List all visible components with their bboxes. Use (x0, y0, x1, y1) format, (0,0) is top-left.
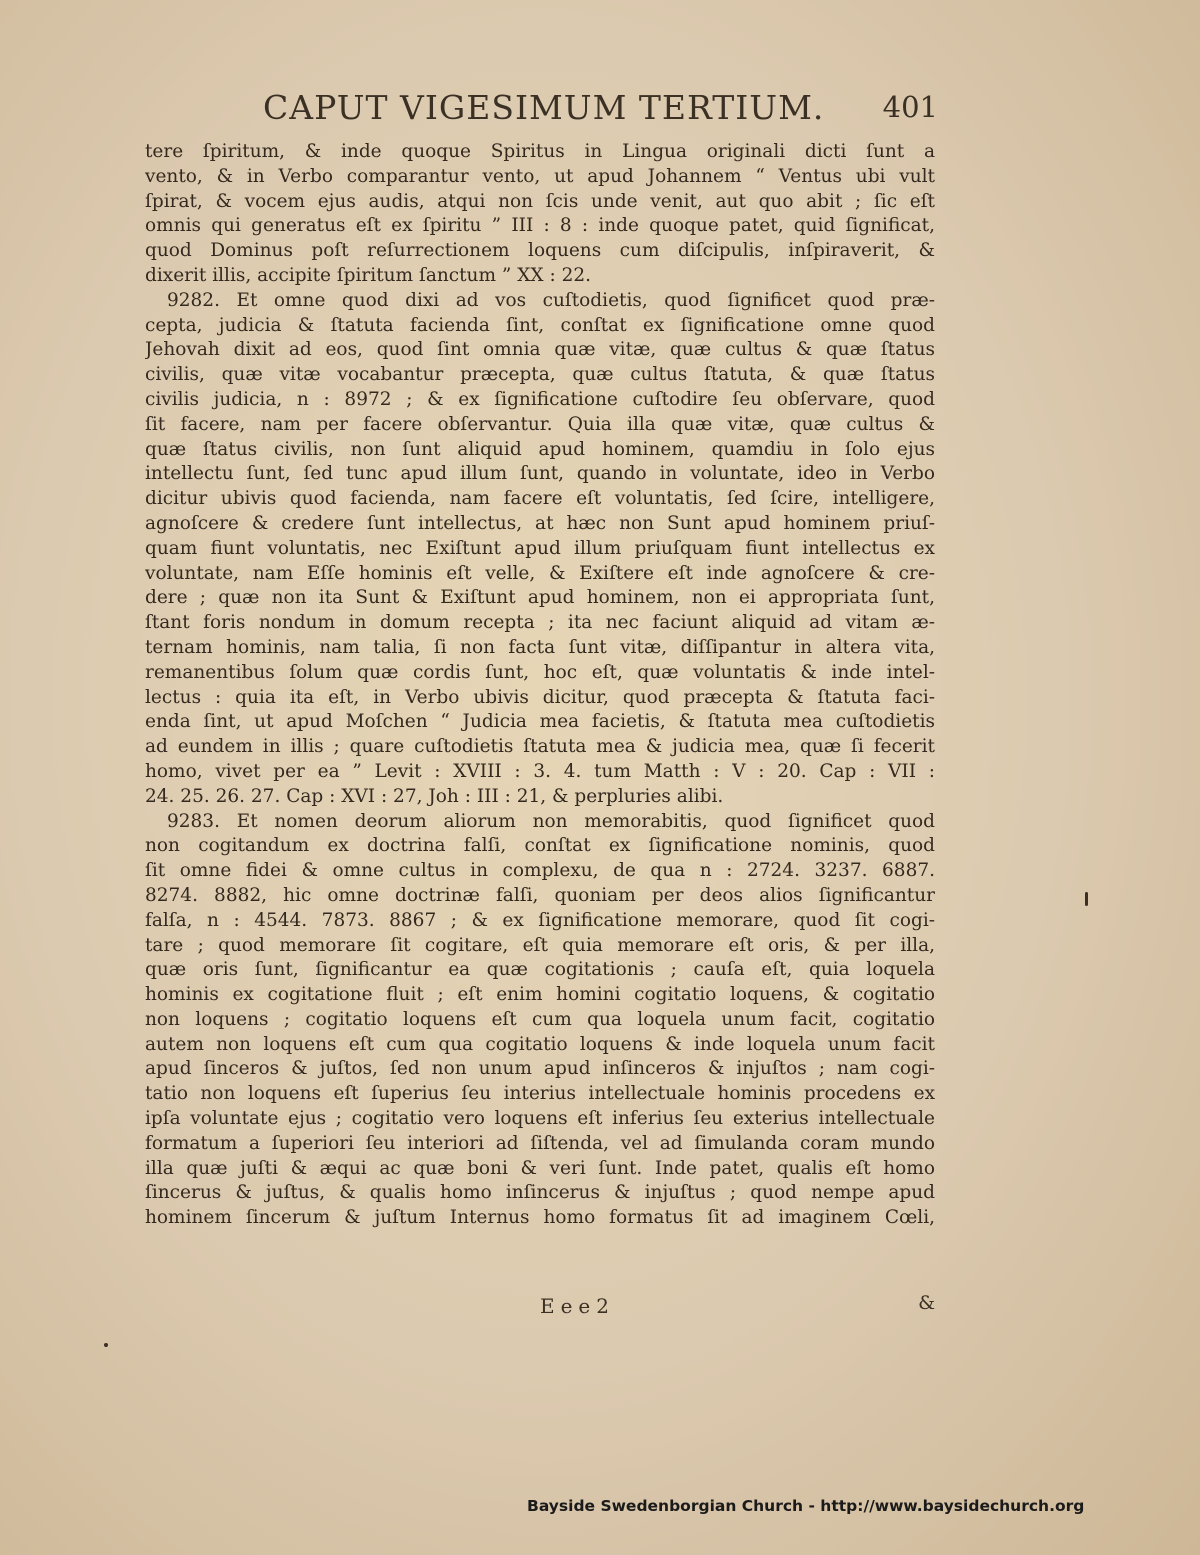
page-footer (145, 1294, 935, 1322)
text-line: quam fiunt voluntatis, nec Exiſtunt apud illum priuſquam fiunt intellectus ex (145, 537, 935, 559)
text-line: quod Dominus poſt reſurrectionem loquens cum diſcipulis, inſpiraverit, & (145, 240, 935, 262)
source-watermark: Bayside Swedenborgian Church - http://www.baysidechurch.org (527, 1497, 1085, 1515)
body-text (145, 140, 935, 1231)
text-line: homo, vivet per ea ” Levit : XVIII : 3. 4. tum Matth : V : 20. Cap : VII : (145, 760, 935, 782)
text-line: civilis, quæ vitæ vocabantur præcepta, quæ cultus ſtatuta, & quæ ſtatus (145, 364, 935, 386)
text-line: civilis judicia, n : 8972 ; & ex ſignificatione cuſtodire ſeu obſervare, quod (145, 388, 935, 410)
text-line: ternam hominis, nam talia, ſi non facta ſunt vitæ, diſſipantur in altera vita, (145, 636, 935, 658)
text-line: hominem ſincerum & juſtum Internus homo formatus ſit ad imaginem Cœli, (145, 1207, 935, 1229)
paper-speck (104, 1343, 108, 1347)
text-line: falſa, n : 4544. 7873. 8867 ; & ex ſignificatione memorare, quod ſit cogi- (145, 909, 935, 931)
text-line: intellectu ſunt, ſed tunc apud illum ſunt, quando in voluntate, ideo in Verbo (145, 463, 935, 485)
text-line: hominis ex cogitatione fluit ; eſt enim homini cogitatio loquens, & cogitatio (145, 984, 935, 1006)
paragraph-9282-start: 9282. Et omne quod dixi ad vos cuſtodietis, quod ſignificet quod præ- (167, 289, 935, 311)
paper-speck (1085, 892, 1088, 906)
catchword: & (918, 1292, 935, 1314)
text-line: autem non loquens eſt cum qua cogitatio loquens & inde loquela unum facit (145, 1033, 935, 1055)
text-line: tare ; quod memorare ſit cogitare, eſt quia memorare eſt oris, & per illa, (145, 934, 935, 956)
running-head: CAPUT VIGESIMUM TERTIUM. (263, 88, 825, 127)
text-line: ſincerus & juſtus, & qualis homo inſincerus & injuſtus ; quod nempe apud (145, 1182, 935, 1204)
text-line: voluntate, nam Eſſe hominis eſt velle, & Exiſtere eſt inde agnoſcere & cre- (145, 562, 935, 584)
text-line: ſit omne fidei & omne cultus in complexu, de qua n : 2724. 3237. 6887. (145, 860, 935, 882)
text-line: Jehovah dixit ad eos, quod ſint omnia quæ vitæ, quæ cultus & quæ ſtatus (145, 339, 935, 361)
text-line: dere ; quæ non ita Sunt & Exiſtunt apud hominem, non ei appropriata ſunt, (145, 587, 935, 609)
text-line: omnis qui generatus eſt ex ſpiritu ” III : 8 : inde quoque patet, quid ſignificat, (145, 215, 935, 237)
text-line: formatum a ſuperiori ſeu interiori ad ſiſtenda, vel ad ſimulanda coram mundo (145, 1132, 935, 1154)
text-line: cepta, judicia & ſtatuta facienda ſint, conſtat ex ſignificatione omne quod (145, 314, 935, 336)
text-line: dicitur ubivis quod facienda, nam facere eſt voluntatis, ſed ſcire, intelligere, (145, 488, 935, 510)
text-line: 24. 25. 26. 27. Cap : XVI : 27, Joh : III : 21, & perpluries alibi. (145, 785, 724, 807)
page-header (148, 88, 938, 134)
text-line: quæ ſtatus civilis, non ſunt aliquid apud hominem, quamdiu in ſolo ejus (145, 438, 935, 460)
paragraph-9283-start: 9283. Et nomen deorum aliorum non memorabitis, quod ſignificet quod (167, 810, 935, 832)
text-line: ſit facere, nam per facere obſervantur. Quia illa quæ vitæ, quæ cultus & (145, 413, 935, 435)
page-number: 401 (882, 90, 938, 124)
text-line: apud ſinceros & juſtos, ſed non unum apud inſinceros & injuſtos ; nam cogi- (145, 1058, 935, 1080)
text-line: tatio non loquens eſt ſuperius ſeu interius intellectuale hominis procedens ex (145, 1083, 935, 1105)
text-line: ipſa voluntate ejus ; cogitatio vero loquens eſt inferius ſeu exterius intellectuale (145, 1108, 935, 1130)
text-line: vento, & in Verbo comparantur vento, ut apud Johannem “ Ventus ubi vult (145, 165, 935, 187)
text-line: tere ſpiritum, & inde quoque Spiritus in Lingua originali dicti ſunt a (145, 141, 935, 162)
text-line: ſtant foris nondum in domum recepta ; ita nec faciunt aliquid ad vitam æ- (145, 612, 935, 634)
text-line: ſpirat, & vocem ejus audis, atqui non ſcis unde venit, aut quo abit ; ſic eſt (145, 190, 935, 212)
text-line: dixerit illis, accipite ſpiritum ſanctum ” XX : 22. (145, 264, 591, 286)
text-line: non loquens ; cogitatio loquens eſt cum qua loquela unum facit, cogitatio (145, 1008, 935, 1030)
text-line: lectus : quia ita eſt, in Verbo ubivis dicitur, quod præcepta & ſtatuta faci- (145, 686, 935, 708)
text-line: illa quæ juſti & æqui ac quæ boni & veri ſunt. Inde patet, qualis eſt homo (145, 1157, 935, 1179)
text-line: ad eundem in illis ; quare cuſtodietis ſtatuta mea & judicia mea, quæ ſi fecerit (145, 736, 935, 758)
signature-mark: Eee2 (540, 1294, 615, 1318)
text-line: remanentibus ſolum quæ cordis ſunt, hoc eſt, quæ voluntatis & inde intel- (145, 661, 935, 683)
text-line: agnoſcere & credere ſunt intellectus, at hæc non Sunt apud hominem priuſ- (145, 512, 935, 534)
text-line: quæ oris ſunt, ſignificantur ea quæ cogitationis ; cauſa eſt, quia loquela (145, 959, 935, 981)
text-line: enda ſint, ut apud Moſchen “ Judicia mea facietis, & ſtatuta mea cuſtodietis (145, 711, 935, 733)
text-line: non cogitandum ex doctrina falſi, conſtat ex ſignificatione nominis, quod (145, 835, 935, 857)
text-line: 8274. 8882, hic omne doctrinæ falſi, quoniam per deos alios ſignificantur (145, 884, 935, 906)
